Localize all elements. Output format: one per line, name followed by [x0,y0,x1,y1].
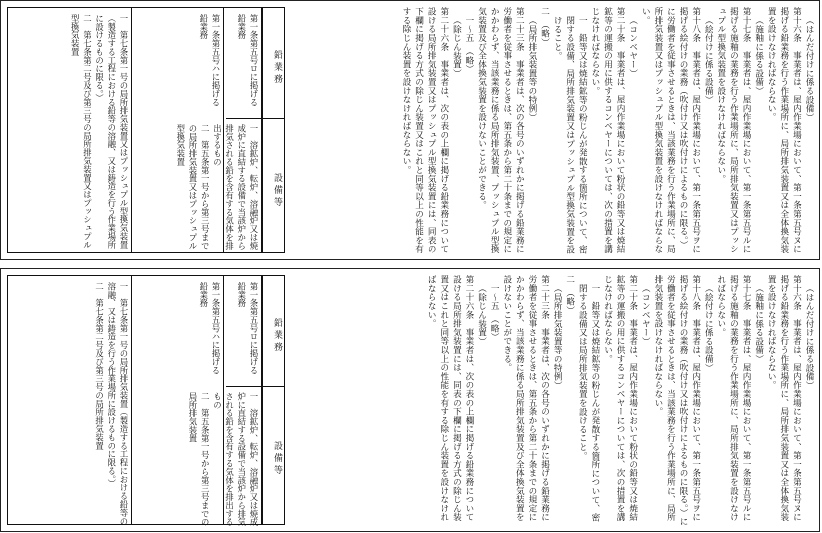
top-article-23-items: 一〜五 （略） [463,15,474,73]
top-article-16: 第十六条 事業者は、屋内作業場において、第一条第五号ヌに掲げる鉛業務を行う作業場所に、局所排気装置又は全体換気装置を設けなければならない。 [766,7,802,254]
bottom-article-20: 第二十条 事業者は、屋内作業場において粉状の鉛等又は焼結鉱等の運搬の用に供するコンベヤーについては、次の措置を講じなければならない。 [602,275,638,522]
bottom-table-header [262,276,284,524]
top-table-col-divider [223,8,224,252]
bottom-table-row2-work: 第一条第五号ハに掲げる鉛業務 [198,282,221,375]
bottom-article-16: 第十六条 事業者は、屋内作業場において、第一条第五号ヌに掲げる鉛業務を行う作業場所に、局所排気装置又は全体換気装置を設けなければならない。 [766,275,802,522]
bottom-table-col-divider [223,276,224,524]
bottom-article-18: 第十八条 事業者は、屋内作業場において、第一条第五号ヲに掲げる絵付けの業務（吹付け又は吹付けによるものに限る。）に労働者を従事させるときは、当該業務を行う作業場所に、局所排気装置を設けなければならない。 [652,275,701,526]
bottom-table-row1-sep [226,386,262,387]
top-article-23: 第二十三条 事業者は、次の各号のいずれかに掲げる鉛業務に労働者を従事させるときは、第五条から第二十条までの規定にかかわらず、当該業務に係る局所排気装置、プッシュプル型換気装置及び全体換気装置を設けないことができる。 [476,7,525,254]
bottom-heading-20: （コンベヤー） [640,283,651,346]
bottom-article-23-items: 一〜五 （略） [489,283,500,341]
top-heading-18: （絵付けに係る設備） [703,15,714,104]
bottom-table-row1-work: 第一条第五号ロに掲げる鉛業務 [236,282,259,375]
top-panel [0,0,820,260]
bottom-article-23: 第二十三条 事業者は、次の各号のいずれかに掲げる鉛業務に労働者を従事させるときは、第五条から第二十条までの規定にかかわらず、当該業務に係る局所排気装置及び全体換気装置を設けないことができる。 [501,275,550,522]
top-article-26: 第二十六条 事業者は、次の表の上欄に掲げる鉛業務について設ける局所排気装置又はプッシュプル型換気装置には、同表の下欄に掲げる方式の除じん装置又はこれと同等以上の性能を有する除じん装置を設けなければならない。 [401,7,449,254]
top-article-20-item-1: 一 鉛等又は焼結鉱等の粉じんが発散する箇所について、密閉する設備、局所排気装置又はプッシュプル型換気装置を設けること。 [552,15,588,254]
bottom-heading-16: （はんだ付けに係る設備） [804,283,814,390]
bottom-table-header-divider [262,386,284,387]
bottom-table-row2-equipment: 一 第七条第一号の局所排気装置（製造する工程における鉛等の溶融、又は鋳造を行う作業場所に設けるものに限る。） 二 第七条第二号及び第三号の局所排気装置 [94,282,129,526]
top-table [7,7,285,253]
top-table-row2-work: 第一条第五号ハに掲げる鉛業務 [198,14,221,107]
top-text-area [301,7,815,255]
top-table-row1-work: 第一条第五号ロに掲げる鉛業務 [236,14,259,107]
bottom-table-col-divider-2 [131,276,132,524]
top-table-row2-equipment: 一 第七条第一号の局所排気装置又はプッシュプル型換気装置（製造する工程における鉛等の溶融、又は鋳造を行う作業場所に設けるものに限る。） 二 第七条第二号及び第三号の局所排気装置又はプッシュプル型換気装置 [70,14,129,249]
bottom-table-row-divider [261,276,262,524]
bottom-article-26: 第二十六条 事業者は、次の表の上欄に掲げる鉛業務について設ける局所排気装置には、同表の下欄に掲げる方式の除じん装置又はこれと同等以上の性能を有する除じん装置を設けなければならない。 [426,275,474,522]
top-heading-26: （除じん装置） [451,15,462,78]
top-heading-16: （はんだ付けに係る設備） [804,15,814,122]
top-table-row-divider [261,8,262,252]
bottom-article-17: 第十七条 事業者は、屋内作業場において、第一条第五号ルに掲げる施釉の業務を行う作業場所に、局所排気装置を設けなければならない。 [715,275,752,522]
top-table-header [262,8,284,252]
bottom-article-20-item-1: 一 鉛等又は焼結鉱等の粉じんが発散する箇所について、密閉する設備又は局所排気装置を設けること。 [577,283,600,522]
top-heading-23: （局所排気装置等の特例） [526,15,537,122]
bottom-heading-26: （除じん装置） [476,283,487,346]
bottom-table [7,275,285,525]
top-heading-17: （施釉に係る設備） [753,15,764,95]
bottom-heading-17: （施釉に係る設備） [753,283,764,363]
bottom-table-header-work: 鉛業務 [272,318,282,354]
top-table-row1-equipment: 一 溶鉱炉、転炉、溶融炉又は焼成炉に直結する設備で当該炉から排気される鉛を含有する気体を排出するもの 二 第五条第一号から第三号までの局所排気装置又はプッシュプル型換気装置 [175,124,259,250]
top-table-header-equipment: 設備等 [272,173,282,209]
bottom-table-header-equipment: 設備等 [272,441,282,477]
top-article-20-item-2: 二 （略） [539,7,550,47]
bottom-heading-18: （絵付けに係る設備） [703,283,714,372]
top-table-header-work: 鉛業務 [272,50,282,86]
top-table-row1-sep [226,118,262,119]
bottom-table-row1-equipment: 一 溶鉱炉、転炉、溶融炉又は焼成炉に直結する設備で当該炉から排気される鉛を含有する気体を排出するもの 二 第五条第一号から第三号までの局所排気装置 [187,392,259,527]
top-table-header-divider [262,118,284,119]
bottom-panel [0,268,820,532]
top-article-18: 第十八条 事業者は、屋内作業場において、第一条第五号ヲに掲げる絵付けの業務（吹付け又は吹付けによるものに限る。）に労働者を従事させるときは、当該業務を行う作業場所に、局所排気装置又はプッシュプル型換気装置を設けなければならない。 [640,7,701,254]
bottom-text-area [301,275,815,527]
top-heading-20: （コンベヤー） [627,15,638,78]
top-article-20: 第二十条 事業者は、屋内作業場において粉状の鉛等又は焼結鉱等の運搬の用に供するコンベヤーについては、次の措置を講じなければならない。 [589,7,626,254]
top-article-17: 第十七条 事業者は、屋内作業場において、第一条第五号ルに掲げる施釉の業務を行う作業場所に、局所排気装置又はプッシュプル型換気装置を設けなければならない。 [715,7,752,254]
bottom-article-20-item-2: 二 （略） [564,275,575,315]
bottom-heading-23: （局所排気装置等の特例） [552,283,563,390]
top-table-col-divider-2 [131,8,132,252]
